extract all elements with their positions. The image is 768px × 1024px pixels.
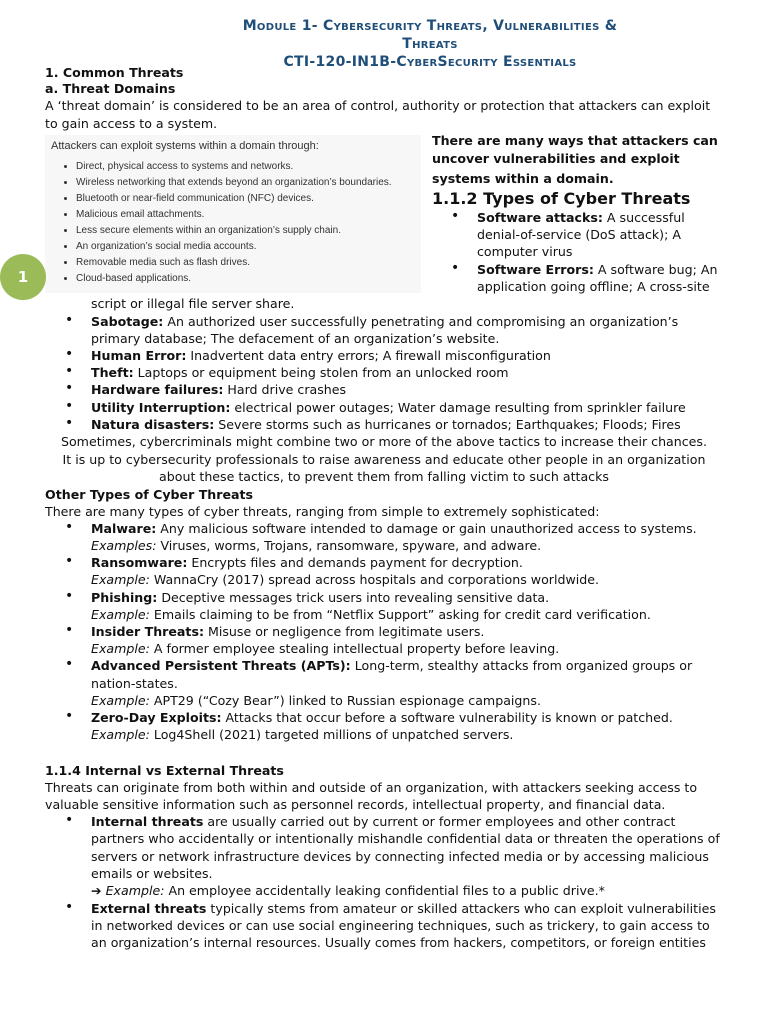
paragraph-line: There are many types of cyber threats, ranging from simple to extremely sophisticated: — [45, 504, 600, 519]
example-text: WannaCry (2017) spread across hospitals and corporations worldwide. — [149, 572, 600, 587]
item-label: Natura disasters: — [91, 417, 215, 432]
list-item — [91, 364, 509, 381]
example-line — [91, 606, 651, 623]
list-item — [91, 657, 692, 674]
example-label: Example: — [91, 641, 150, 656]
example-line — [91, 882, 605, 899]
item-text: Deceptive messages trick users into revealing sensitive data. — [157, 590, 550, 605]
item-text: servers or network infrastructure devices by connecting infected media or by accessing malicious — [91, 849, 709, 864]
item-text: Severe storms such as hurricanes or tornados; Earthquakes; Floods; Fires — [214, 417, 681, 432]
item-text: are usually carried out by current or former employees and other contract — [203, 814, 676, 829]
item-text: Any malicious software intended to damage or gain unauthorized access to systems. — [156, 521, 697, 536]
side-note-line: There are many ways that attackers can — [432, 133, 718, 148]
item-label: Internal threats — [91, 814, 204, 829]
example-line — [91, 571, 599, 588]
example-line — [91, 537, 541, 554]
item-label: Theft: — [91, 365, 134, 380]
item-text: Laptops or equipment being stolen from an unlocked room — [133, 365, 509, 380]
doc-title-line2: Threats — [402, 36, 458, 52]
list-item — [477, 261, 717, 278]
side-note-line: uncover vulnerabilities and exploit — [432, 151, 680, 166]
list-item — [91, 623, 484, 640]
item-label: Zero-Day Exploits: — [91, 710, 222, 725]
item-text: nation-states. — [91, 676, 178, 691]
item-text: A successful — [602, 210, 685, 225]
image-list-item: • Removable media such as flash drives. — [76, 255, 392, 271]
side-note-line: systems within a domain. — [432, 171, 614, 186]
item-label: Insider Threats: — [91, 624, 204, 639]
note-line: about these tactics, to prevent them from falling victim to such attacks — [159, 469, 609, 484]
example-label: Example: — [91, 607, 150, 622]
example-text: Log4Shell (2021) targeted millions of unpatched servers. — [149, 727, 514, 742]
paragraph-line: valuable sensitive information such as personnel records, intellectual property, and financial data. — [45, 797, 666, 812]
example-label: Example: — [91, 693, 150, 708]
item-text: in networked devices or can use social engineering techniques, such as trickery, to gain access to — [91, 918, 710, 933]
item-text: electrical power outages; Water damage resulting from sprinkler failure — [230, 400, 686, 415]
embedded-image — [45, 135, 421, 293]
arrow-icon: ➔ — [91, 883, 102, 898]
item-text: Hard drive crashes — [223, 382, 347, 397]
example-text: APT29 (“Cozy Bear”) linked to Russian espionage campaigns. — [149, 693, 541, 708]
item-text: Inadvertent data entry errors; A firewall misconfiguration — [186, 348, 551, 363]
list-item — [91, 813, 675, 830]
item-text: An authorized user successfully penetrating and compromising an organization’s — [163, 314, 679, 329]
example-label: Examples: — [91, 538, 157, 553]
example-label: Example: — [91, 727, 150, 742]
paragraph-line: to gain access to a system. — [45, 116, 218, 131]
list-item — [91, 554, 523, 571]
example-line — [91, 726, 513, 743]
item-text: Misuse or negligence from legitimate users. — [203, 624, 485, 639]
list-item — [91, 347, 551, 364]
item-text: script or illegal file server share. — [91, 296, 295, 311]
example-text: Viruses, worms, Trojans, ransomware, spyware, and adware. — [156, 538, 542, 553]
item-label: Software Errors: — [477, 262, 594, 277]
image-list-item: • Bluetooth or near-field communication (NFC) devices. — [76, 191, 392, 207]
image-list-item: • Direct, physical access to systems and networks. — [76, 159, 392, 175]
example-line — [91, 692, 541, 709]
list-item — [91, 589, 549, 606]
list-item — [91, 520, 697, 537]
item-label: Human Error: — [91, 348, 187, 363]
item-text: computer virus — [477, 244, 573, 259]
note-line: It is up to cybersecurity professionals to raise awareness and educate other people in an organization — [62, 452, 706, 467]
item-text: denial-of-service (DoS attack); A — [477, 227, 681, 242]
item-label: Advanced Persistent Threats (APTs): — [91, 658, 351, 673]
item-label: Malware: — [91, 521, 157, 536]
list-item — [91, 416, 681, 433]
list-item — [91, 900, 716, 917]
paragraph-line: Threats can originate from both within and outside of an organization, with attackers seeking access to — [45, 780, 698, 795]
item-text: Long-term, stealthy attacks from organized groups or — [350, 658, 693, 673]
item-label: Utility Interruption: — [91, 400, 231, 415]
item-label: Phishing: — [91, 590, 158, 605]
image-list-item: • Malicious email attachments. — [76, 207, 392, 223]
image-list-item: • An organization’s social media accounts. — [76, 239, 392, 255]
item-text: an organization’s internal resources. Usually comes from hackers, competitors, or foreign entities — [91, 935, 706, 950]
item-label: Sabotage: — [91, 314, 164, 329]
item-label: Software attacks: — [477, 210, 603, 225]
example-text: Emails claiming to be from “Netflix Support” asking for credit card verification. — [149, 607, 651, 622]
list-item — [91, 313, 678, 330]
item-text: partners who accidentally or intentionally mishandle confidential data or threaten the operations of — [91, 831, 720, 846]
item-text: Encrypts files and demands payment for decryption. — [187, 555, 523, 570]
paragraph-line: A ‘threat domain’ is considered to be an area of control, authority or protection that attackers can exploit — [45, 98, 711, 113]
example-text: A former employee stealing intellectual property before leaving. — [149, 641, 560, 656]
example-label: Example: — [101, 883, 165, 898]
list-item — [91, 381, 346, 398]
example-text: An employee accidentally leaking confidential files to a public drive.* — [164, 883, 605, 898]
types-heading: 1.1.2 Types of Cyber Threats — [432, 189, 691, 208]
image-caption: Attackers can exploit systems within a domain through: — [51, 140, 319, 152]
item-label: External threats — [91, 901, 207, 916]
item-text: typically stems from amateur or skilled attackers who can exploit vulnerabilities — [206, 901, 716, 916]
item-text: emails or websites. — [91, 866, 213, 881]
image-list — [51, 159, 392, 287]
example-line — [91, 640, 559, 657]
example-label: Example: — [91, 572, 150, 587]
section-heading: Other Types of Cyber Threats — [45, 487, 254, 502]
item-label: Ransomware: — [91, 555, 188, 570]
note-line: Sometimes, cybercriminals might combine two or more of the above tactics to increase their chances. — [60, 434, 707, 449]
section-heading: 1. Common Threats — [45, 65, 184, 80]
item-text: A software bug; An — [593, 262, 718, 277]
image-list-item: • Less secure elements within an organization’s supply chain. — [76, 223, 392, 239]
item-text: primary database; The defacement of an organization’s website. — [91, 331, 500, 346]
doc-title-line3: CTI-120-IN1B-CyberSecurity Essentials — [283, 54, 577, 70]
item-text: Attacks that occur before a software vulnerability is known or patched. — [221, 710, 673, 725]
item-text: application going offline; A cross-site — [477, 279, 710, 294]
image-list-item: • Wireless networking that extends beyond an organization’s boundaries. — [76, 175, 392, 191]
doc-title-line1: Module 1- Cybersecurity Threats, Vulnerabilities & — [242, 18, 618, 34]
image-list-item: • Cloud-based applications. — [76, 271, 392, 287]
subsection-heading: a. Threat Domains — [45, 81, 176, 96]
section-heading: 1.1.4 Internal vs External Threats — [45, 763, 284, 778]
page-number-badge: 1 — [0, 254, 46, 300]
list-item — [91, 399, 686, 416]
item-label: Hardware failures: — [91, 382, 224, 397]
list-item — [91, 709, 673, 726]
list-item — [477, 209, 685, 226]
